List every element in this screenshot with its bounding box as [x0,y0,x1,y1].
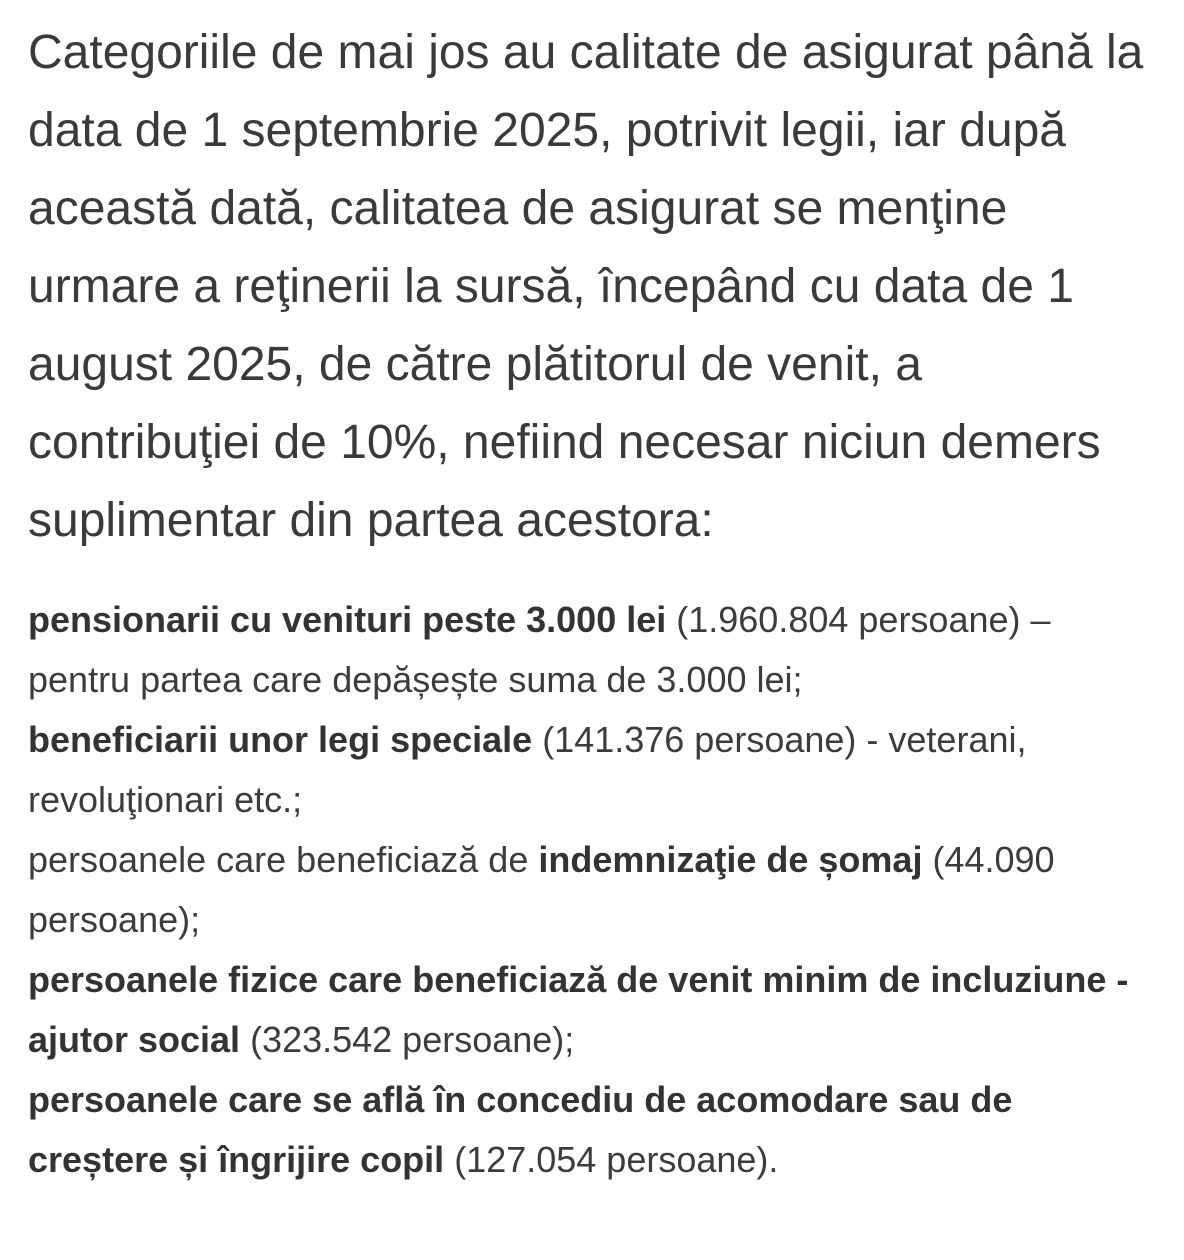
item-category: persoanele care se află în concediu de acomodare sau de creștere și îngrijire copil [28,1079,1013,1180]
beneficiary-list [28,590,1156,1190]
list-item [28,830,1156,950]
item-category: indemnizaţie de șomaj [538,839,923,880]
item-detail: (44.090 persoane); [28,839,1055,940]
item-prefix: persoanele care beneficiază de [28,839,539,880]
item-detail: (127.054 persoane). [444,1139,779,1180]
item-detail: (323.542 persoane); [240,1019,575,1060]
list-item [28,590,1156,710]
list-item [28,1070,1156,1190]
item-detail: (1.960.804 persoane) – pentru partea care depășește suma de 3.000 lei; [28,599,1051,700]
item-detail: (141.376 persoane) - veterani, revoluţionari etc.; [28,719,1027,820]
item-category: pensionarii cu venituri peste 3.000 lei [28,599,667,640]
item-category: persoanele fizice care beneficiază de venit minim de incluziune - ajutor social [28,959,1129,1060]
item-category: beneficiarii unor legi speciale [28,719,533,760]
list-item [28,950,1156,1070]
list-item [28,710,1156,830]
intro-paragraph: Categoriile de mai jos au calitate de asigurat până la data de 1 septembrie 2025, potrivit legii, iar după această dată, calitatea de asigurat se menţine urmare a reţinerii la sursă, începând cu data de 1 august 2025, de către plătitorul de venit, a contribuţiei de 10%, nefiind necesar niciun demers suplimentar din partea acestora: [28,26,1144,547]
